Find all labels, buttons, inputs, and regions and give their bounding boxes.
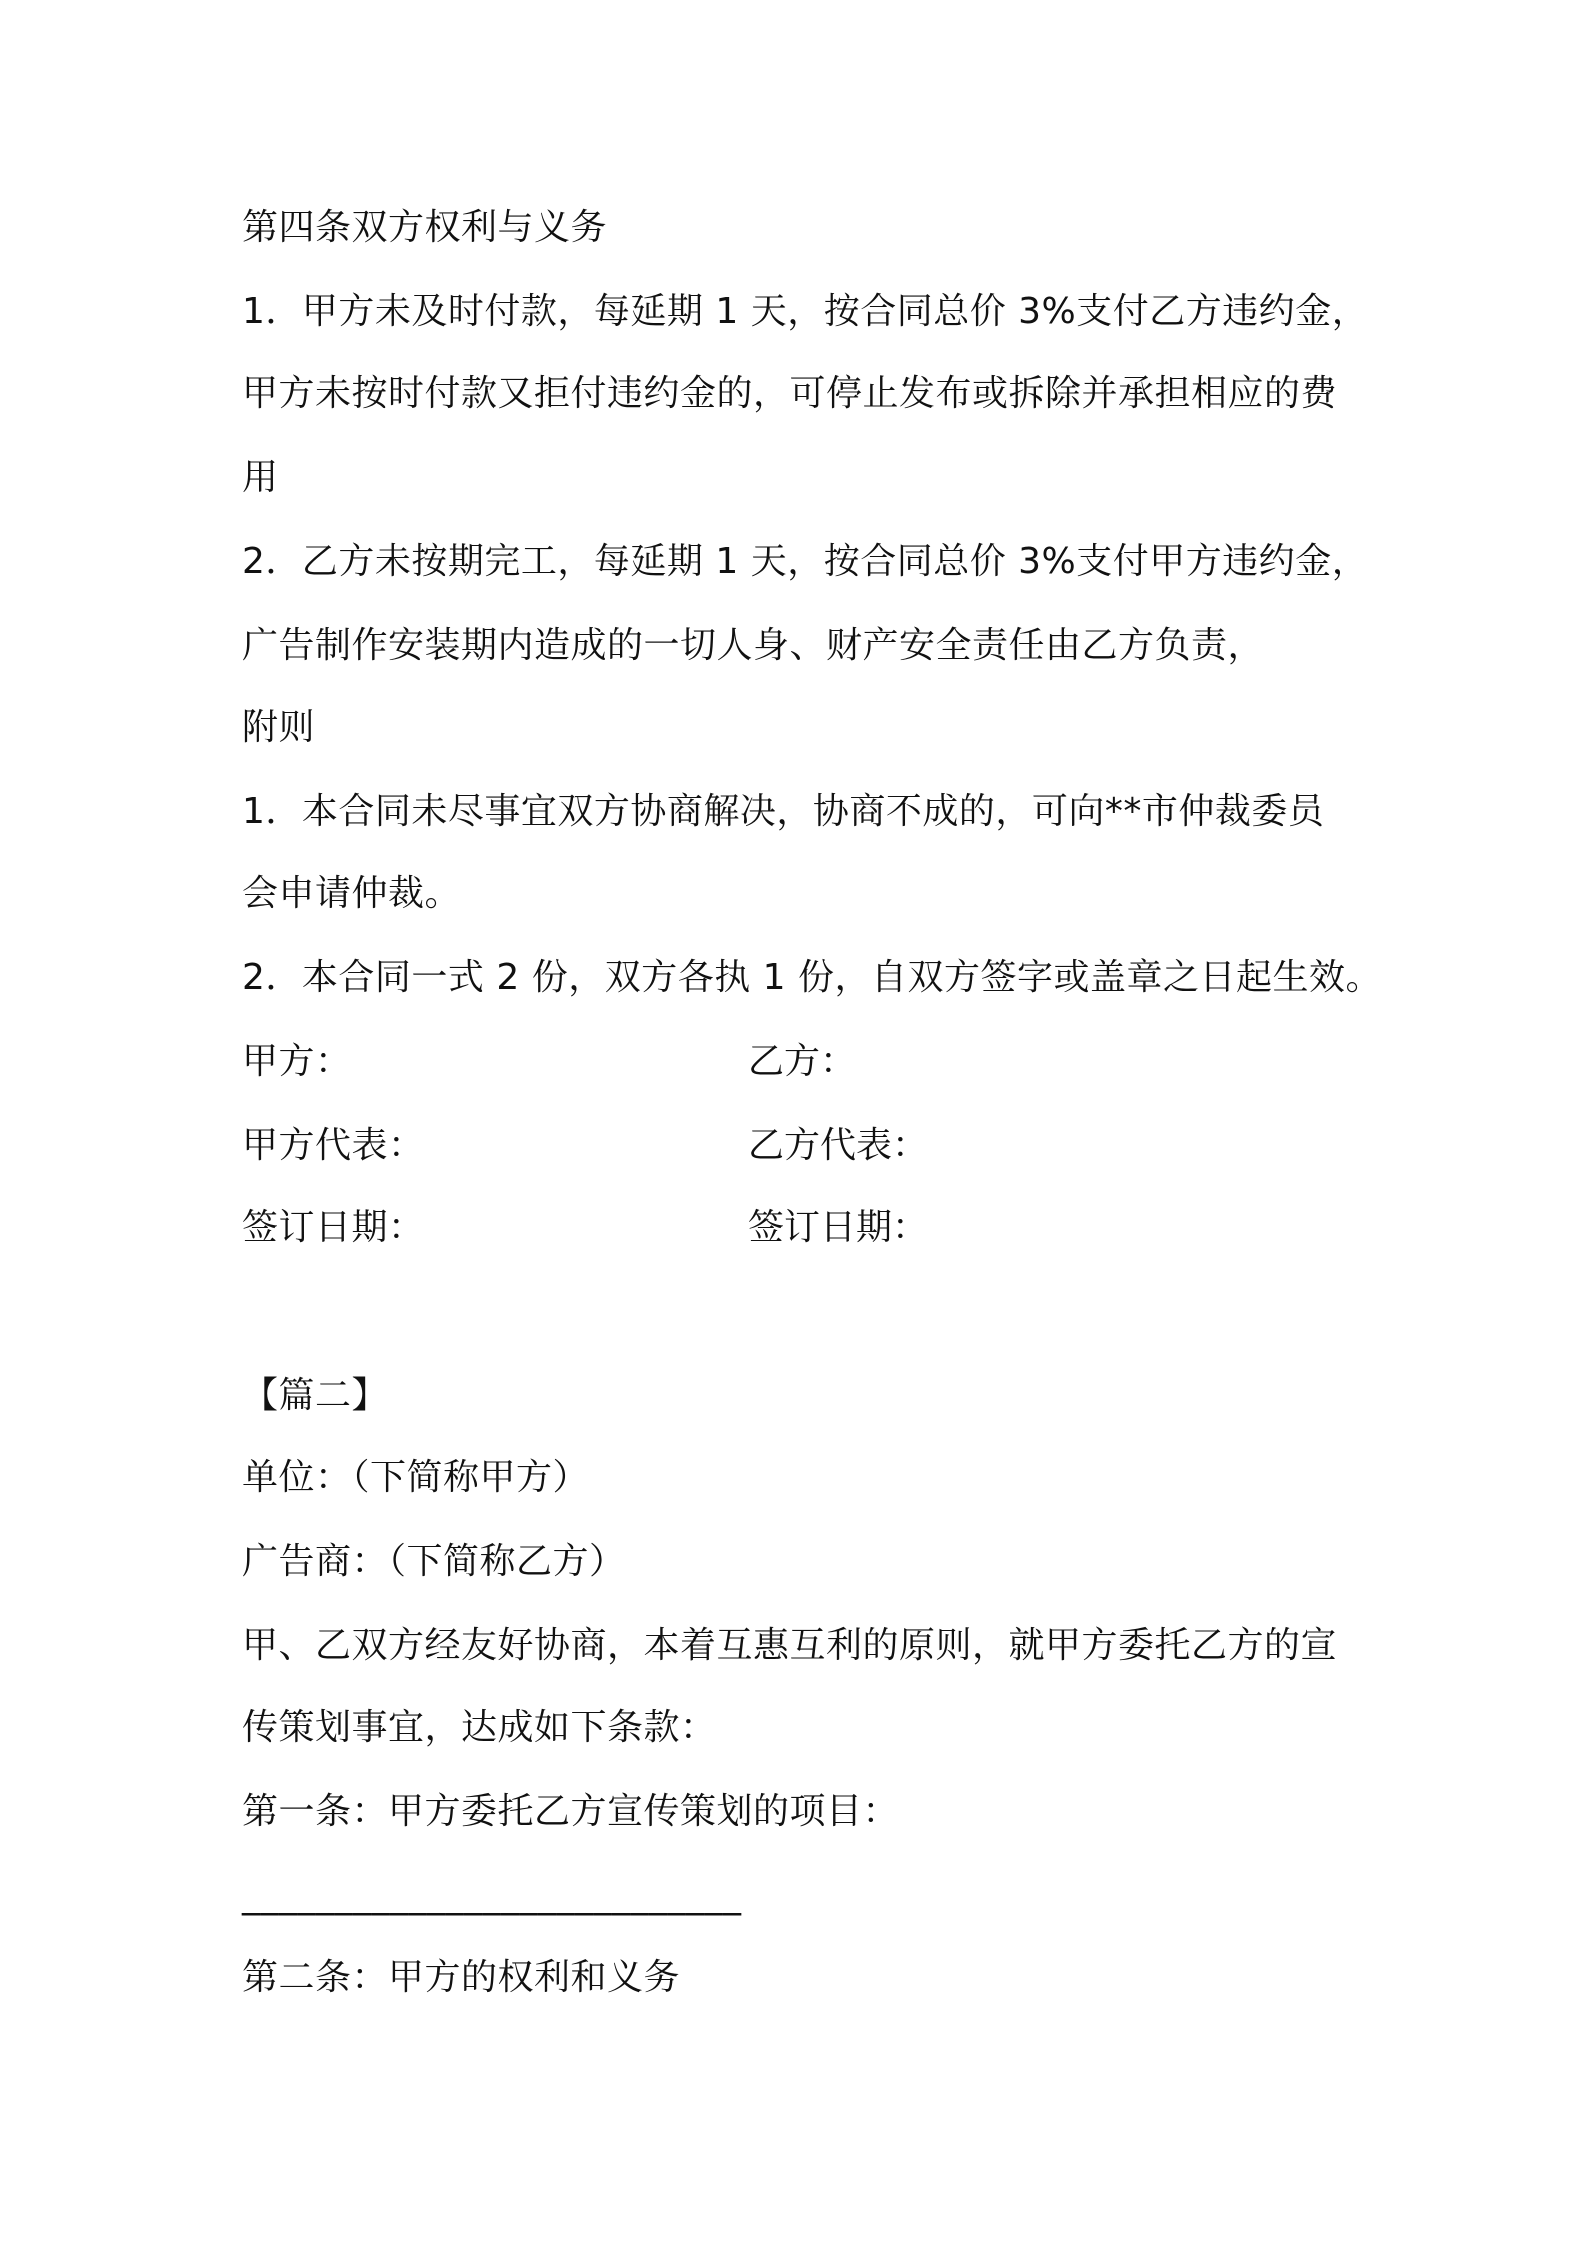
signature-party-b: 乙方： — [748, 1041, 857, 1082]
part2-advertiser: 广告商：（下简称乙方） — [242, 1541, 626, 1582]
signature-date-a: 签订日期： — [242, 1207, 425, 1248]
signature-rep-b: 乙方代表： — [748, 1125, 929, 1166]
signature-date-b: 签订日期： — [748, 1207, 929, 1248]
appendix-item1-line1: 1．本合同未尽事宜双方协商解决，协商不成的，可向**市仲裁委员 — [242, 791, 1325, 832]
section4-item2-line2: 广告制作安装期内造成的一切人身、财产安全责任由乙方负责， — [242, 625, 1265, 666]
appendix-heading: 附则 — [242, 707, 316, 748]
part2-article2: 第二条：甲方的权利和义务 — [242, 1957, 681, 1998]
part2-blank-line: ___________________________ — [242, 1875, 742, 1916]
part2-unit: 单位：（下简称甲方） — [242, 1457, 590, 1498]
part2-title: 【篇二】 — [242, 1375, 389, 1416]
signature-rep-a: 甲方代表： — [242, 1125, 425, 1166]
section4-item2-line1: 2．乙方未按期完工，每延期 1 天，按合同总价 3%支付甲方违约金， — [242, 541, 1369, 582]
part2-article1: 第一条：甲方委托乙方宣传策划的项目： — [242, 1791, 900, 1832]
part2-intro-line1: 甲、乙双方经友好协商，本着互惠互利的原则，就甲方委托乙方的宣 — [242, 1625, 1338, 1666]
section4-item1-line3: 用 — [242, 457, 279, 498]
appendix-item1-line2: 会申请仲裁。 — [242, 873, 462, 914]
section4-heading: 第四条双方权利与义务 — [242, 207, 608, 248]
appendix-item2: 2．本合同一式 2 份，双方各执 1 份，自双方签字或盖章之日起生效。 — [242, 957, 1382, 998]
section4-item1-line2: 甲方未按时付款又拒付违约金的，可停止发布或拆除并承担相应的费 — [242, 373, 1338, 414]
signature-party-a: 甲方： — [242, 1041, 352, 1082]
part2-intro-line2: 传策划事宜，达成如下条款： — [242, 1707, 717, 1748]
section4-item1-line1: 1．甲方未及时付款，每延期 1 天，按合同总价 3%支付乙方违约金， — [242, 291, 1369, 332]
